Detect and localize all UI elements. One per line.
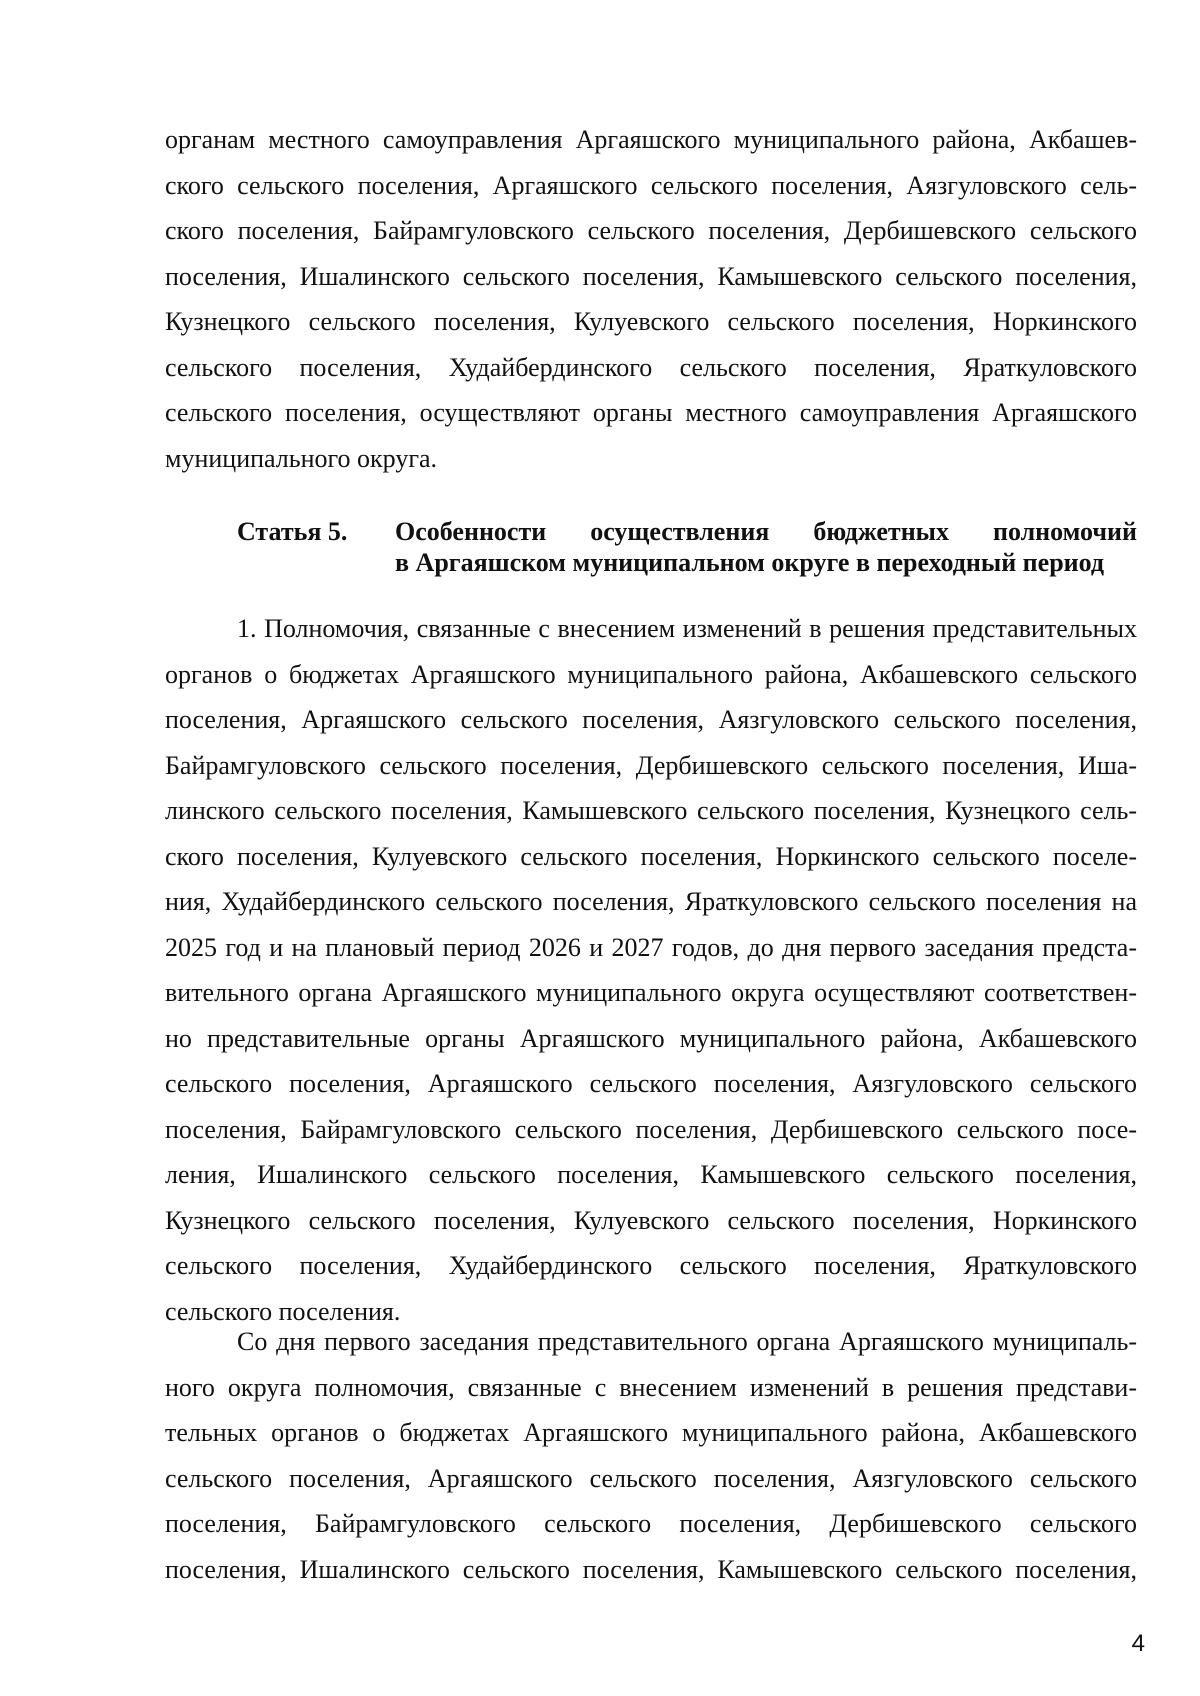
text-line: поселения, Байрамгуловского сельского поселения, Дербишевского сельского: [165, 1509, 1137, 1538]
text-line: сельского поселения, Аргаяшского сельского поселения, Аязгуловского сельского: [165, 1463, 1137, 1493]
text-line: сельского поселения, Худайбердинского сельского поселения, Яраткуловского: [165, 352, 1137, 382]
article-title-line: в Аргаяшском муниципальном округе в переходный период: [395, 548, 1105, 577]
text-line: органам местного самоуправления Аргаяшского муниципального района, Акбашев-: [165, 125, 1137, 154]
text-line: тельных органов о бюджетах Аргаяшского муниципального района, Акбашевского: [165, 1418, 1137, 1447]
text-line: но представительные органы Аргаяшского муниципального района, Акбашевского: [165, 1023, 1137, 1053]
text-line: Кузнецкого сельского поселения, Кулуевского сельского поселения, Норкинского: [165, 1205, 1137, 1235]
paragraph-transition: [165, 1319, 1137, 1592]
paragraph-continuation: [165, 117, 1137, 481]
text-line: поселения, Ишалинского сельского поселения, Камышевского сельского поселения,: [165, 261, 1137, 291]
text-line: муниципального округа.: [165, 443, 438, 473]
article-title-line: Особенности осуществления бюджетных полномочий: [395, 517, 1137, 546]
paragraph-clause-1: [165, 606, 1137, 1334]
text-line: поселения, Байрамгуловского сельского поселения, Дербишевского сельского посе-: [165, 1114, 1137, 1144]
article-title: [395, 516, 1137, 578]
text-line: ского сельского поселения, Аргаяшского сельского поселения, Аязгуловского сель-: [165, 170, 1137, 200]
article-number: Статья 5.: [237, 517, 348, 546]
text-line: ского поселения, Байрамгуловского сельского поселения, Дербишевского сельского: [165, 216, 1137, 245]
text-line: ления, Ишалинского сельского поселения, Камышевского сельского поселения,: [165, 1160, 1137, 1189]
text-line: Байрамгуловского сельского поселения, Дербишевского сельского поселения, Иша-: [165, 750, 1137, 780]
text-line: 1. Полномочия, связанные с внесением изменений в решения представительных: [237, 614, 1137, 643]
text-line: ного округа полномочия, связанные с внесением изменений в решения представи-: [165, 1372, 1137, 1402]
text-line: сельского поселения, осуществляют органы местного самоуправления Аргаяшского: [165, 398, 1137, 427]
text-line: 2025 год и на плановый период 2026 и 2027 годов, до дня первого заседания предста-: [165, 932, 1137, 962]
text-line: Со дня первого заседания представительного органа Аргаяшского муниципаль-: [237, 1327, 1137, 1356]
text-line: поселения, Аргаяшского сельского поселения, Аязгуловского сельского поселения,: [165, 705, 1137, 734]
page-number: 4: [1131, 1630, 1145, 1657]
text-line: линского сельского поселения, Камышевского сельского поселения, Кузнецкого сель-: [165, 796, 1137, 825]
text-line: органов о бюджетах Аргаяшского муниципального района, Акбашевского сельского: [165, 659, 1137, 689]
text-line: сельского поселения, Аргаяшского сельского поселения, Аязгуловского сельского: [165, 1069, 1137, 1098]
text-line: поселения, Ишалинского сельского поселения, Камышевского сельского поселения,: [165, 1554, 1137, 1584]
text-line: сельского поселения.: [165, 1296, 401, 1326]
text-line: ского поселения, Кулуевского сельского поселения, Норкинского сельского поселе-: [165, 841, 1137, 871]
text-line: ния, Худайбердинского сельского поселения, Яраткуловского сельского поселения на: [165, 887, 1137, 916]
text-line: сельского поселения, Худайбердинского сельского поселения, Яраткуловского: [165, 1251, 1137, 1280]
text-line: вительного органа Аргаяшского муниципального округа осуществляют соответствен-: [165, 978, 1137, 1007]
text-line: Кузнецкого сельского поселения, Кулуевского сельского поселения, Норкинского: [165, 307, 1137, 336]
